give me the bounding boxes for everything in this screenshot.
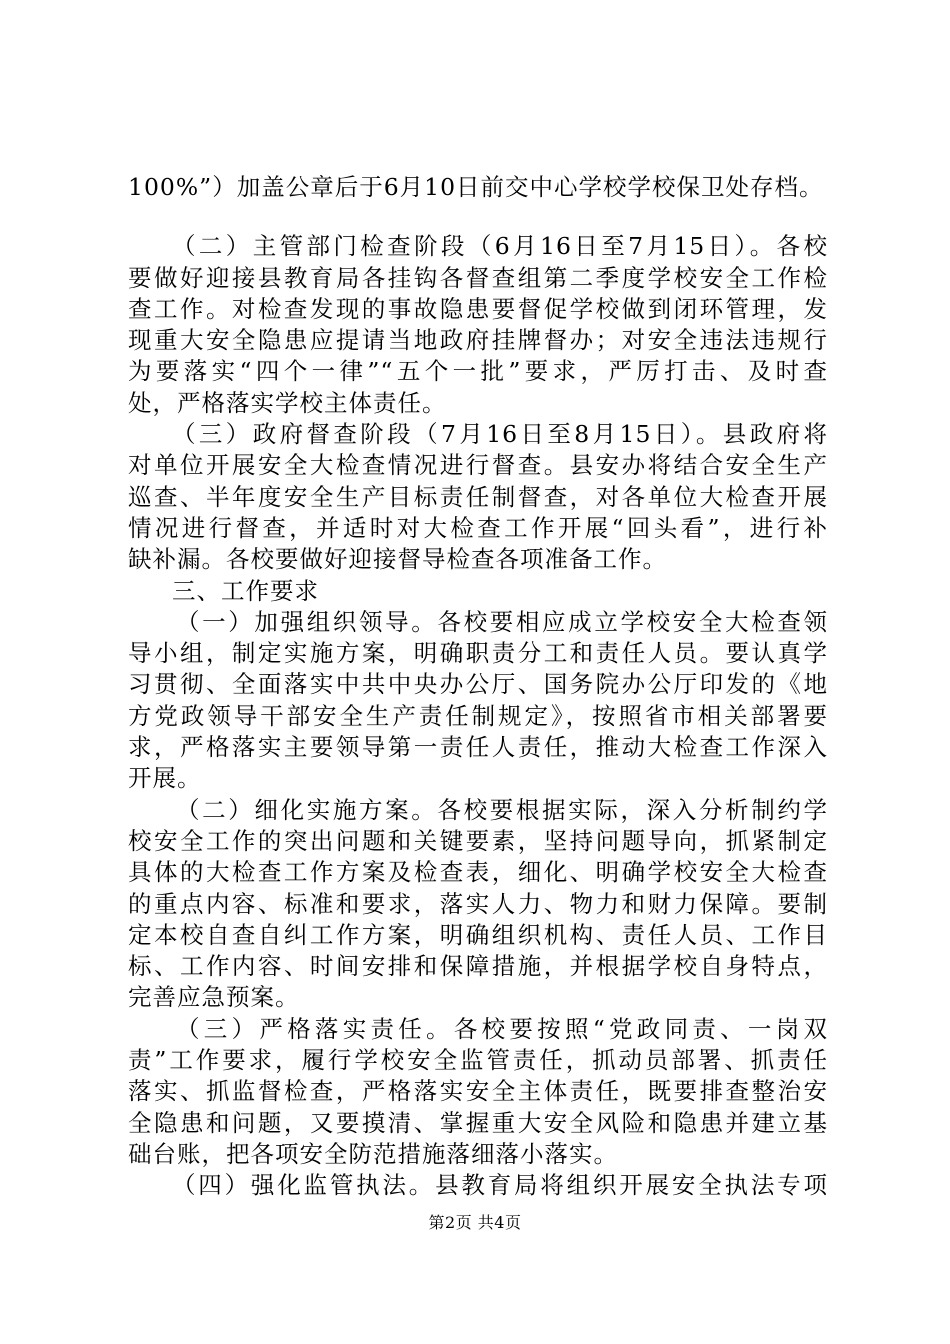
text-line: 缺补漏。各校要做好迎接督导检查各项准备工作。: [128, 545, 667, 574]
text-line: 础台账，把各项安全防范措施落细落小落实。: [128, 1139, 618, 1168]
text-line: 100%”）加盖公章后于6月10日前交中心学校学校保卫处存档。: [128, 173, 824, 201]
text-line: 三、工作要求: [172, 576, 319, 605]
page-footer: 第2页 共4页: [428, 1213, 522, 1232]
paragraph-gap: [128, 203, 828, 231]
text-line: 习贯彻、全面落实中共中央办公厅、国务院办公厅印发的《地: [128, 670, 828, 699]
text-line: 标、工作内容、时间安排和保障措施，并根据学校自身特点，: [128, 952, 828, 981]
text-line: 全隐患和问题，又要摸清、掌握重大安全风险和隐患并建立基: [128, 1108, 828, 1137]
text-line: 校安全工作的突出问题和关键要素，坚持问题导向，抓紧制定: [128, 826, 828, 855]
text-line: （四）强化监管执法。县教育局将组织开展安全执法专项: [172, 1171, 828, 1200]
text-line: （二）细化实施方案。各校要根据实际，深入分析制约学: [176, 795, 828, 824]
text-line: 导小组，制定实施方案，明确职责分工和责任人员。要认真学: [128, 639, 828, 668]
text-line: 开展。: [128, 764, 202, 793]
text-line: 方党政领导干部安全生产责任制规定》，按照省市相关部署要: [128, 701, 828, 730]
text-line: 巡查、半年度安全生产目标责任制督查，对各单位大检查开展: [128, 482, 828, 511]
text-line: （二）主管部门检查阶段（6月16日至7月15日）。各校: [172, 232, 828, 261]
text-line: 现重大安全隐患应提请当地政府挂牌督办；对安全违法违规行: [128, 326, 828, 355]
text-line: 求，严格落实主要领导第一责任人责任，推动大检查工作深入: [128, 733, 828, 762]
document-body: [128, 172, 828, 1202]
text-line: 具体的大检查工作方案及检查表，细化、明确学校安全大检查: [128, 858, 828, 887]
text-line: 处，严格落实学校主体责任。: [128, 388, 447, 417]
text-line: （一）加强组织领导。各校要相应成立学校安全大检查领: [176, 607, 828, 636]
text-line: 落实、抓监督检查，严格落实安全主体责任，既要排查整治安: [128, 1077, 828, 1106]
text-line: 对单位开展安全大检查情况进行督查。县安办将结合安全生产: [128, 451, 828, 480]
text-line: 完善应急预案。: [128, 983, 300, 1012]
text-line: （三）严格落实责任。各校要按照“党政同责、一岗双: [176, 1014, 828, 1043]
text-line: 定本校自查自纠工作方案，明确组织机构、责任人员、工作目: [128, 920, 828, 949]
text-line: 要做好迎接县教育局各挂钩各督查组第二季度学校安全工作检: [128, 263, 828, 292]
text-line: 为要落实“四个一律”“五个一批”要求，严厉打击、及时查: [128, 357, 828, 386]
text-line: 情况进行督查，并适时对大检查工作开展“回头看”，进行补: [128, 513, 828, 542]
text-line: 查工作。对检查发现的事故隐患要督促学校做到闭环管理，发: [128, 294, 828, 323]
text-line: 责”工作要求，履行学校安全监管责任，抓动员部署、抓责任: [128, 1046, 828, 1075]
text-line: （三）政府督查阶段（7月16日至8月15日）。县政府将: [172, 420, 828, 449]
text-line: 的重点内容、标准和要求，落实人力、物力和财力保障。要制: [128, 889, 828, 918]
